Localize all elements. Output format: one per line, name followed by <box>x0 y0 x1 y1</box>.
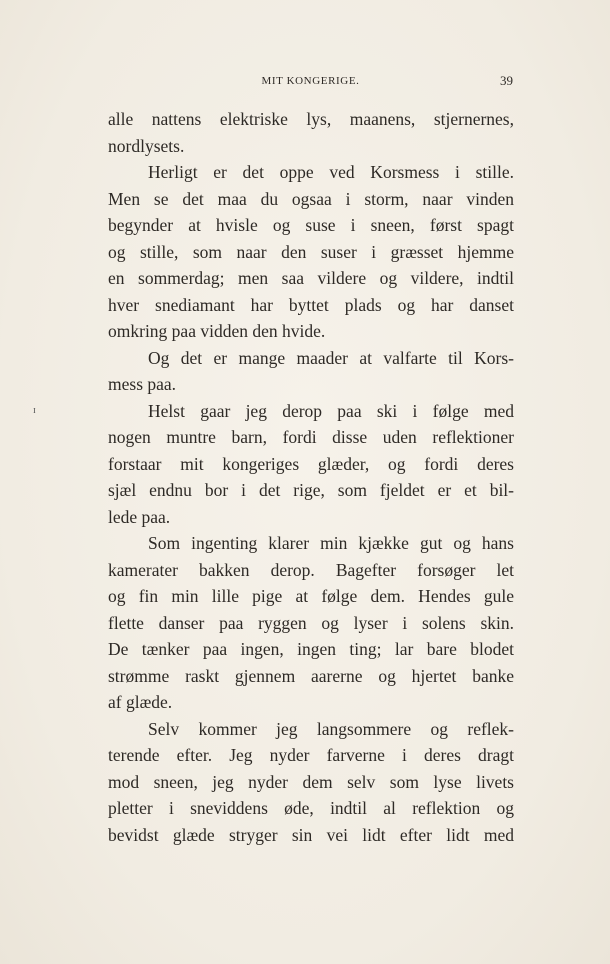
text-line: Og det er mange maader at valfarte til Kors- <box>148 347 514 368</box>
running-head <box>108 73 513 91</box>
text-line: begynder at hvisle og suse i sneen, først spagt <box>108 215 514 235</box>
text-line: kamerater bakken derop. Bagefter forsøger let <box>108 559 514 580</box>
text-line: mod sneen, jeg nyder dem selv som lyse livets <box>108 771 514 792</box>
text-line: omkring paa vidden den hvide. <box>108 321 326 341</box>
text-line: Helst gaar jeg derop paa ski i følge med <box>148 400 514 421</box>
text-line: strømme raskt gjennem aarerne og hjertet banke <box>108 665 514 686</box>
text-line: bevidst glæde stryger sin vei lidt efter lidt med <box>108 824 514 845</box>
text-line: nogen muntre barn, fordi disse uden reflektioner <box>108 427 514 447</box>
text-line: en sommerdag; men saa vildere og vildere, indtil <box>108 268 514 288</box>
text-line: Men se det maa du ogsaa i storm, naar vinden <box>108 188 514 209</box>
margin-mark: ɪ <box>33 405 36 416</box>
text-line: hver snediamant har byttet plads og har danset <box>108 294 514 315</box>
text-line: Selv kommer jeg langsommere og reflek- <box>148 718 514 739</box>
body-text <box>108 106 514 848</box>
text-line: Herligt er det oppe ved Korsmess i stille. <box>148 162 514 182</box>
text-line: nordlysets. <box>108 135 185 156</box>
text-line: og stille, som naar den suser i græsset hjemme <box>108 241 514 262</box>
text-line: mess paa. <box>108 374 177 394</box>
text-line: terende efter. Jeg nyder farverne i deres dragt <box>108 745 514 765</box>
text-line: De tænker paa ingen, ingen ting; lar bare blodet <box>108 639 514 659</box>
text-line: Som ingenting klarer min kjække gut og hans <box>148 533 514 553</box>
text-line: og fin min lille pige at følge dem. Hendes gule <box>108 586 514 606</box>
text-line: forstaar mit kongeriges glæder, og fordi deres <box>108 453 514 474</box>
text-line: af glæde. <box>108 692 173 712</box>
text-line: flette danser paa ryggen og lyser i solens skin. <box>108 612 514 633</box>
text-line: sjæl endnu bor i det rige, som fjeldet er et bil- <box>108 480 514 500</box>
text-line: alle nattens elektriske lys, maanens, stjernernes, <box>108 109 514 129</box>
page-number: 39 <box>500 73 513 88</box>
text-line: lede paa. <box>108 506 171 527</box>
text-line: pletter i sneviddens øde, indtil al reflektion og <box>108 798 514 818</box>
running-title: MIT KONGERIGE. <box>261 75 360 87</box>
